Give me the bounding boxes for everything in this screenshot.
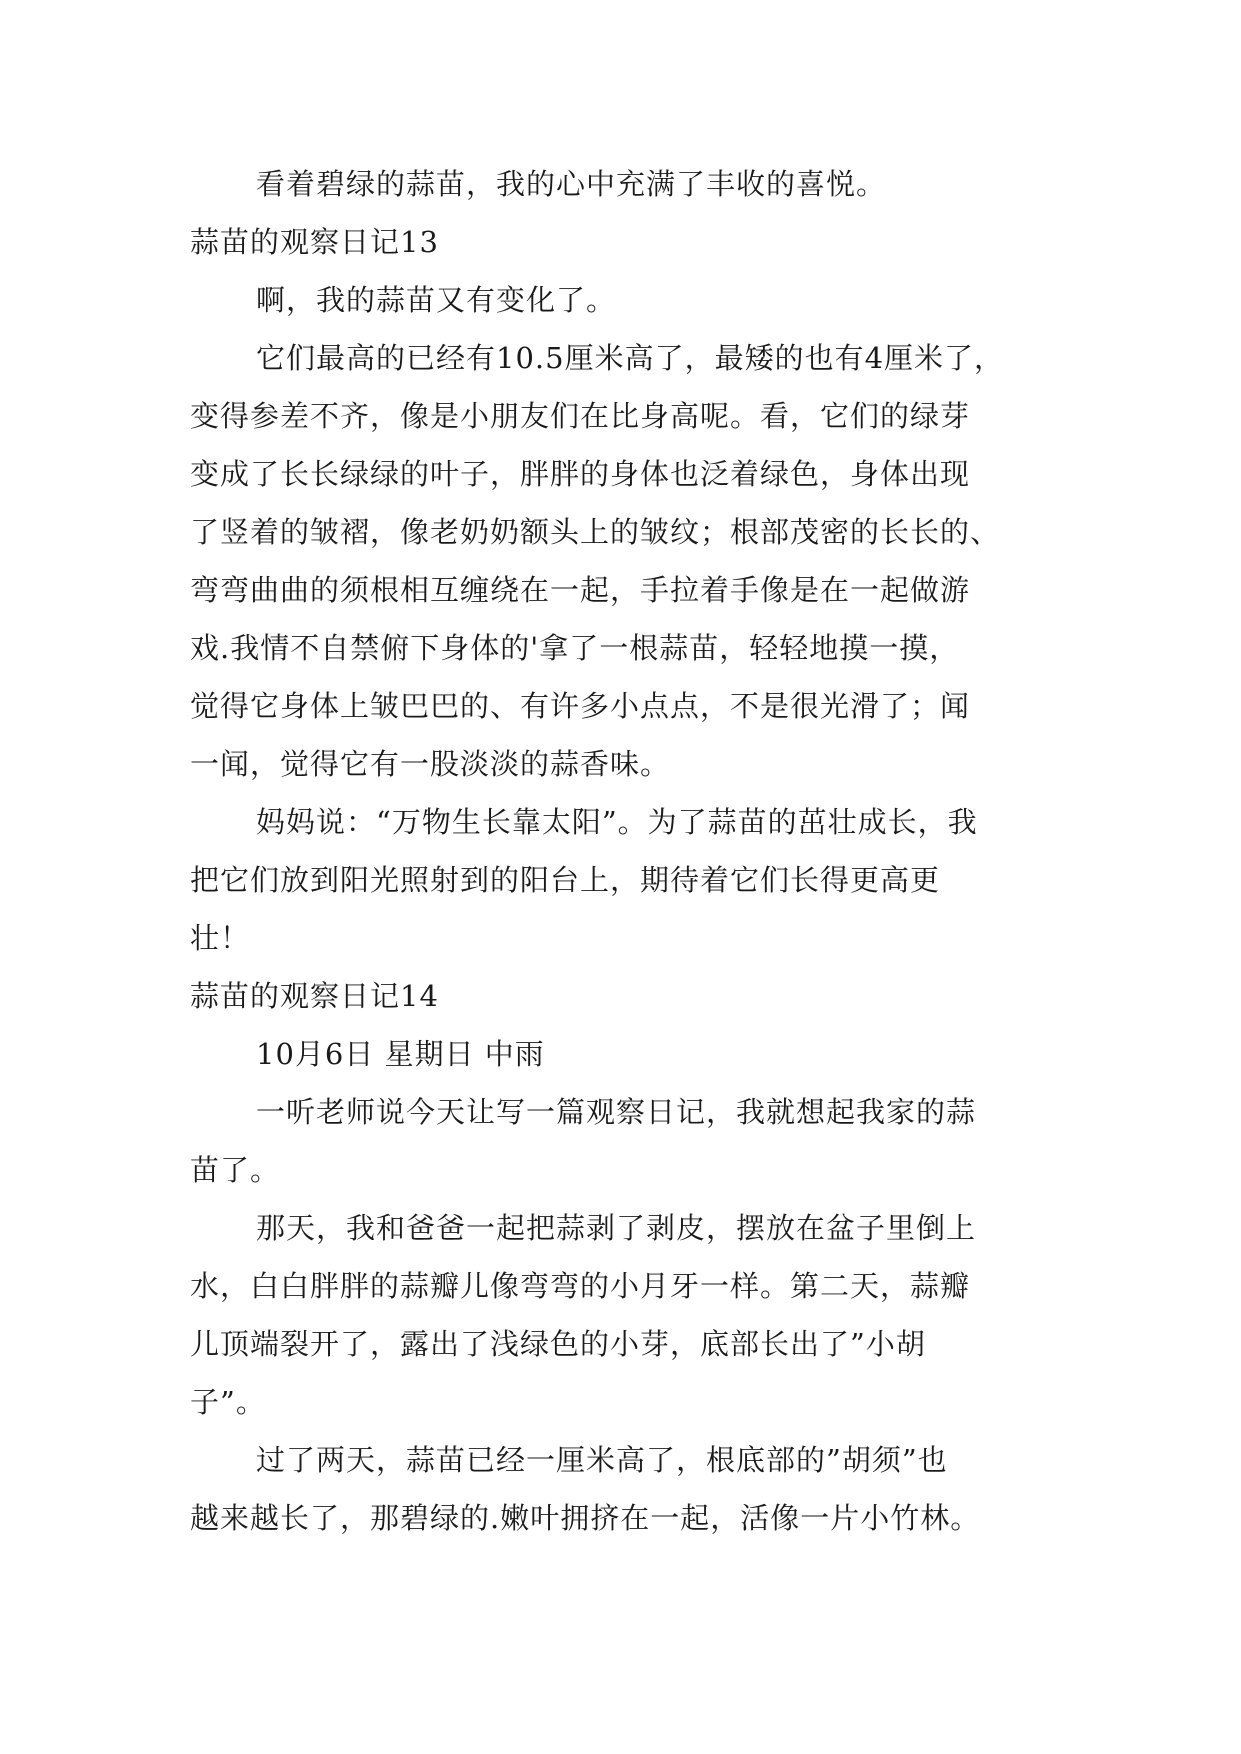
paragraph-line: 一听老师说今天让写一篇观察日记，我就想起我家的蒜: [256, 1095, 977, 1129]
paragraph-line: 过了两天，蒜苗已经一厘米高了，根底部的”胡须”也: [256, 1443, 948, 1477]
paragraph-line: 子”。: [190, 1385, 266, 1419]
paragraph-line: 看着碧绿的蒜苗，我的心中充满了丰收的喜悦。: [256, 167, 887, 201]
paragraph-line: 觉得它身体上皱巴巴的、有许多小点点，不是很光滑了；闻: [190, 689, 971, 723]
paragraph-line: 越来越长了，那碧绿的.嫩叶拥挤在一起，活像一片小竹林。: [190, 1501, 981, 1535]
paragraph-line: 儿顶端裂开了，露出了浅绿色的小芽，底部长出了”小胡: [190, 1327, 926, 1361]
paragraph-line: 苗了。: [190, 1153, 281, 1187]
paragraph-line: 变成了长长绿绿的叶子，胖胖的身体也泛着绿色，身体出现: [190, 457, 971, 491]
paragraph-line: 它们最高的已经有10.5厘米高了，最矮的也有4厘米了，: [256, 341, 1005, 375]
date-line: 10月6日 星期日 中雨: [256, 1037, 545, 1071]
paragraph-line: 壮！: [190, 921, 251, 955]
paragraph-line: 啊，我的蒜苗又有变化了。: [256, 283, 617, 317]
paragraph-line: 戏.我情不自禁俯下身体的'拿了一根蒜苗，轻轻地摸一摸，: [190, 631, 960, 665]
document-page: [190, 155, 1060, 1547]
section-heading: 蒜苗的观察日记13: [190, 225, 439, 259]
paragraph-line: 那天，我和爸爸一起把蒜剥了剥皮，摆放在盆子里倒上: [256, 1211, 977, 1245]
paragraph-line: 弯弯曲曲的须根相互缠绕在一起，手拉着手像是在一起做游: [190, 573, 971, 607]
paragraph-line: 水，白白胖胖的蒜瓣儿像弯弯的小月牙一样。第二天，蒜瓣: [190, 1269, 971, 1303]
paragraph-line: 一闻，觉得它有一股淡淡的蒜香味。: [190, 747, 671, 781]
section-heading: 蒜苗的观察日记14: [190, 979, 439, 1013]
paragraph-line: 妈妈说：“万物生长靠太阳”。为了蒜苗的茁壮成长，我: [256, 805, 978, 839]
paragraph-line: 把它们放到阳光照射到的阳台上，期待着它们长得更高更: [190, 863, 941, 897]
paragraph-line: 变得参差不齐，像是小朋友们在比身高呢。看，它们的绿芽: [190, 399, 971, 433]
paragraph-line: 了竖着的皱褶，像老奶奶额头上的皱纹；根部茂密的长长的、: [190, 515, 1001, 549]
